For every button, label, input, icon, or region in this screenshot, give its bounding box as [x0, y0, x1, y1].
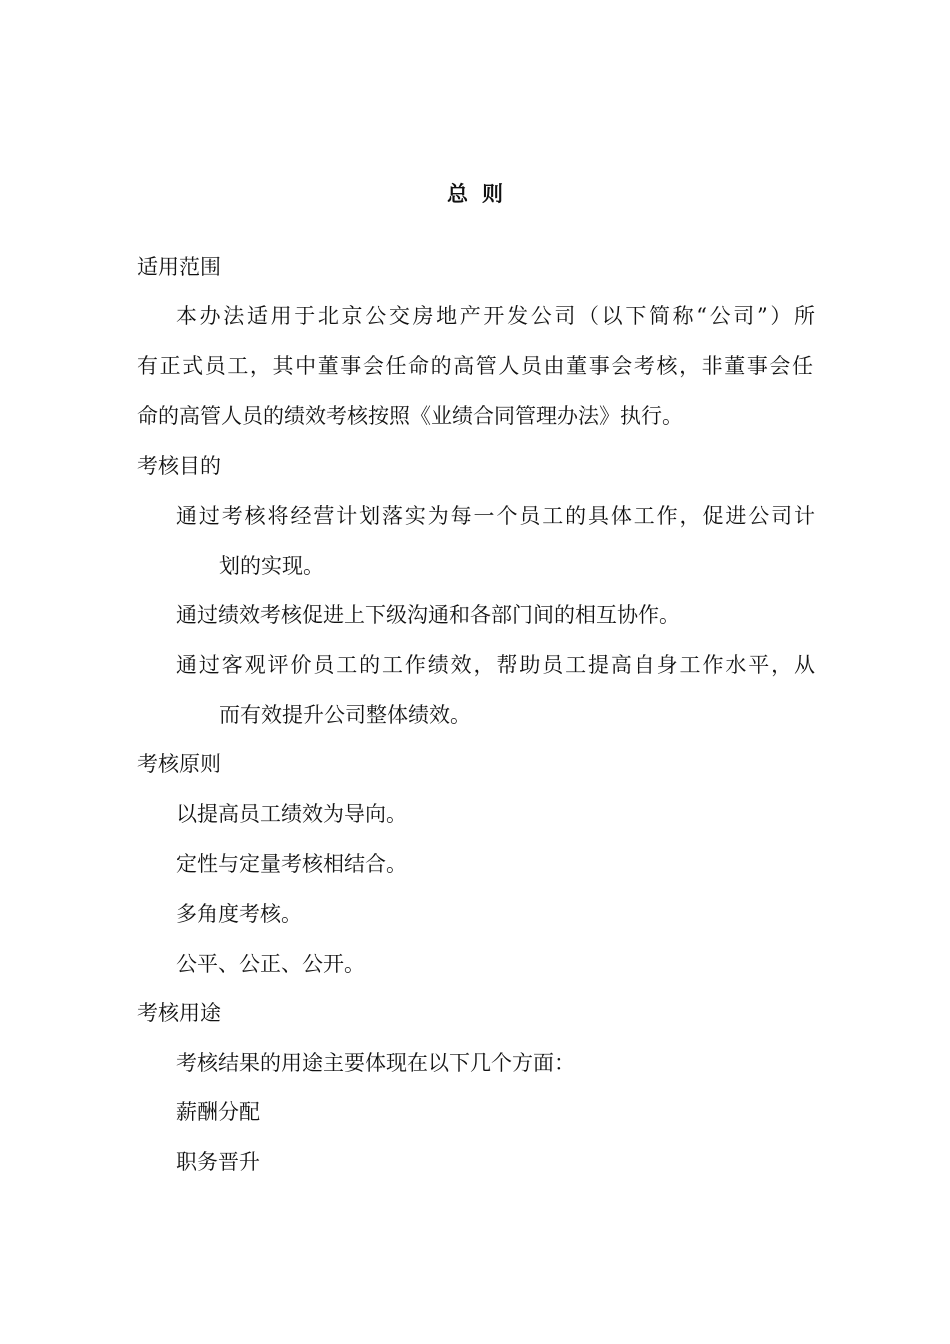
purpose-item-1-line-2: 划的实现。 [219, 554, 324, 578]
section-heading-usage: 考核用途 [137, 1001, 221, 1025]
section-heading-principles: 考核原则 [137, 752, 221, 776]
scope-paragraph-line-1: 本办法适用于北京公交房地产开发公司（以下简称“公司”）所 [176, 304, 815, 328]
scope-paragraph-line-2: 有正式员工，其中董事会任命的高管人员由董事会考核，非董事会任 [137, 354, 813, 378]
usage-intro: 考核结果的用途主要体现在以下几个方面： [176, 1051, 575, 1075]
principle-item-4: 公平、公正、公开。 [176, 952, 365, 976]
principle-item-2: 定性与定量考核相结合。 [176, 852, 407, 876]
section-heading-purpose: 考核目的 [137, 454, 221, 478]
page-title [0, 178, 950, 208]
principle-item-1: 以提高员工绩效为导向。 [176, 802, 407, 826]
purpose-item-3-line-2: 而有效提升公司整体绩效。 [219, 703, 471, 727]
usage-item-2: 职务晋升 [176, 1150, 260, 1174]
title-part-2: 则 [482, 182, 503, 206]
purpose-item-1-line-1: 通过考核将经营计划落实为每一个员工的具体工作，促进公司计 [176, 504, 815, 528]
purpose-item-3-line-1: 通过客观评价员工的工作绩效，帮助员工提高自身工作水平，从 [176, 653, 815, 677]
section-heading-scope: 适用范围 [137, 255, 221, 279]
title-part-1: 总 [447, 182, 468, 206]
usage-item-1: 薪酬分配 [176, 1100, 260, 1124]
purpose-item-2: 通过绩效考核促进上下级沟通和各部门间的相互协作。 [176, 603, 680, 627]
scope-paragraph-line-3: 命的高管人员的绩效考核按照《业绩合同管理办法》执行。 [137, 404, 683, 428]
principle-item-3: 多角度考核。 [176, 902, 302, 926]
